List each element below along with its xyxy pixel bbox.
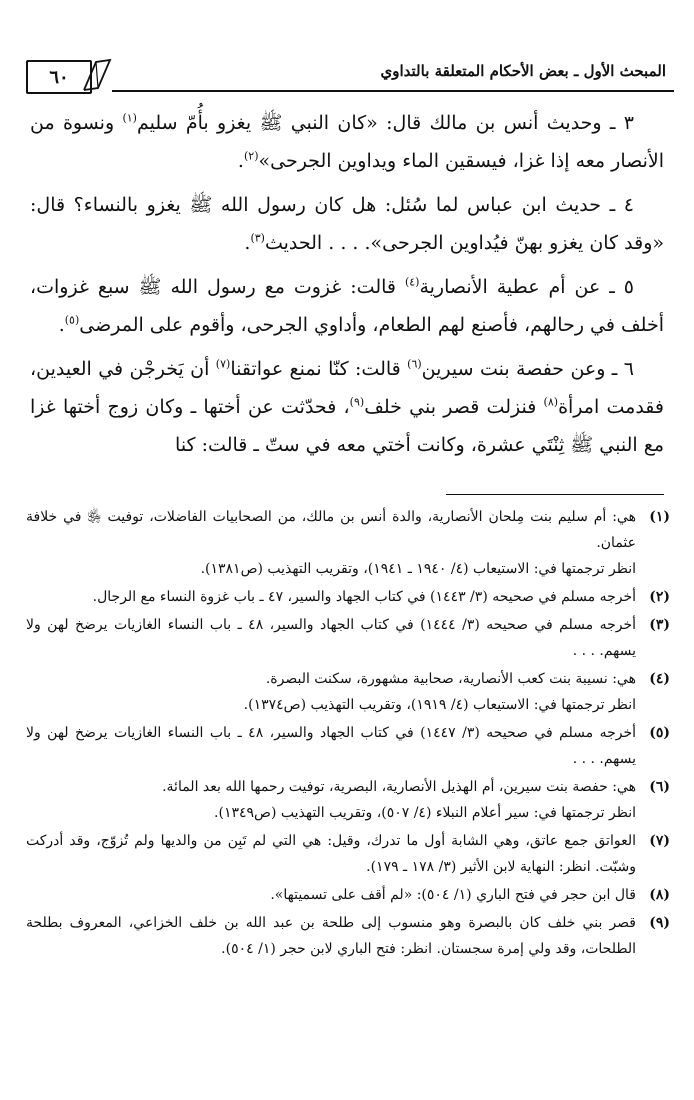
footnote-number: (٢)	[649, 589, 670, 605]
footnote-7	[26, 828, 670, 880]
footnote-ref-3[interactable]: (٣)	[250, 231, 265, 245]
footnote-2	[26, 584, 670, 610]
footnote-text: العواتق جمع عاتق، وهي الشابة أول ما تدرك، وقيل: هي التي لم تَبِن من والديها ولم تُزوّج، وقد أدركت وشبّت. انظر: النهاية لابن الأثير (٣/ ١٧٨ ـ ١٧٩).	[26, 833, 636, 875]
footnote-text: أخرجه مسلم في صحيحه (٣/ ١٤٤٧) في كتاب الجهاد والسير، ٤٨ ـ باب النساء الغازيات يرضخ لهن ولا يسهم. . . .	[26, 725, 636, 767]
paragraph-6	[30, 350, 664, 464]
footnote-ref-6[interactable]: (٦)	[407, 357, 422, 371]
footnote-text: انظر ترجمتها في: الاستيعاب (٤/ ١٩١٩)، وتقريب التهذيب (ص١٣٧٤).	[243, 697, 636, 713]
paragraph-5-text-cont: قالت: غزوت مع رسول الله ﷺ سبع غزوات، أخلف في رحالهم، فأصنع لهم الطعام، وأداوي الجرحى، وأقوم على المرضى	[30, 276, 664, 336]
footnote-1	[26, 504, 670, 582]
paragraph-6-text: ٦ ـ وعن حفصة بنت سيرين	[421, 358, 634, 380]
footnote-text: هي: نسيبة بنت كعب الأنصارية، صحابية مشهورة، سكنت البصرة.	[265, 671, 636, 687]
footnote-number: (١)	[649, 509, 670, 525]
paragraph-6-text-c: أن يَخرجْن في العيدين، فقدمت امرأة	[30, 358, 664, 418]
footnote-4	[26, 666, 670, 718]
running-header	[20, 52, 674, 94]
main-text	[30, 104, 664, 470]
footnote-number: (٥)	[649, 725, 670, 741]
footnote-3	[26, 612, 670, 664]
footnote-text: انظر ترجمتها في: الاستيعاب (٤/ ١٩٤٠ ـ ١٩٤١)، وتقريب التهذيب (ص١٣٨١).	[200, 561, 636, 577]
footnote-ref-7[interactable]: (٧)	[215, 357, 231, 371]
footnote-ref-4[interactable]: (٤)	[404, 275, 420, 289]
footnote-text: هي: أم سليم بنت مِلحان الأنصارية، والدة أنس بن مالك، من الصحابيات الفاضلات، توفيت ﵂ في خلافة عثمان.	[26, 509, 636, 551]
paragraph-6-text-e: ، فحدّثت عن أختها ـ وكان زوج أختها غزا مع النبي ﷺ ثِنْتَي عشرة، وكانت أختي معه في ستّ ـ قالت: كنا	[30, 396, 664, 456]
footnote-6	[26, 774, 670, 826]
footnote-text: قصر بني خلف كان بالبصرة وهو منسوب إلى طلحة بن عبد الله بن خلف الخزاعي، المعروف بطلحة الطلحات، وقد ولي إمرة سجستان. انظر: فتح الباري لابن حجر (١/ ٥٠٤).	[26, 915, 636, 957]
footnote-number: (٦)	[649, 779, 670, 795]
page-number: ٦٠	[49, 66, 69, 88]
header-rule	[112, 90, 674, 92]
footnote-ref-9[interactable]: (٩)	[349, 395, 365, 409]
paragraph-4	[30, 186, 664, 262]
footnote-number: (٤)	[649, 671, 670, 687]
page-corner-ornament	[82, 56, 112, 92]
paragraph-5	[30, 268, 664, 344]
paragraph-5-end: .	[58, 314, 65, 336]
footnote-separator	[446, 494, 664, 495]
footnote-number: (٨)	[649, 887, 670, 903]
footnote-text: أخرجه مسلم في صحيحه (٣/ ١٤٤٤) في كتاب الجهاد والسير، ٤٨ ـ باب النساء الغازيات يرضخ لهن ولا يسهم. . . .	[26, 617, 636, 659]
footnote-ref-1[interactable]: (١)	[122, 111, 137, 125]
footnotes	[26, 504, 670, 964]
footnote-text: هي: حفصة بنت سيرين، أم الهذيل الأنصارية، البصرية، توفيت رحمها الله بعد المائة.	[162, 779, 636, 795]
paragraph-4-end: .	[244, 232, 251, 254]
footnote-number: (٩)	[649, 915, 670, 931]
paragraph-3-text: ٣ ـ وحديث أنس بن مالك قال: «كان النبي ﷺ يغزو بأُمّ سليم	[136, 112, 634, 134]
paragraph-4-text: ٤ ـ حديث ابن عباس لما سُئل: هل كان رسول الله ﷺ يغزو بالنساء؟ قال: «وقد كان يغزو بهنّ فيُداوين الجرحى». . . . الحديث	[30, 194, 664, 254]
chapter-title: المبحث الأول ـ بعض الأحكام المتعلقة بالتداوي	[380, 62, 666, 80]
paragraph-3-text-cont: ونسوة من الأنصار معه إذا غزا، فيسقين الماء ويداوين الجرحى»	[30, 112, 664, 172]
footnote-ref-8[interactable]: (٨)	[543, 395, 559, 409]
footnote-number: (٧)	[649, 833, 670, 849]
paragraph-5-text: ٥ ـ عن أم عطية الأنصارية	[419, 276, 634, 298]
footnote-text: انظر ترجمتها في: سير أعلام النبلاء (٤/ ٥٠٧)، وتقريب التهذيب (ص١٣٤٩).	[214, 805, 636, 821]
paragraph-3	[30, 104, 664, 180]
footnote-ref-2[interactable]: (٢)	[243, 149, 259, 163]
paragraph-6-text-d: فنزلت قصر بني خلف	[364, 396, 544, 418]
footnote-ref-5[interactable]: (٥)	[64, 313, 80, 327]
footnote-text: قال ابن حجر في فتح الباري (١/ ٥٠٤): «لم أقف على تسميتها».	[270, 887, 636, 903]
paragraph-3-end: .	[237, 150, 244, 172]
paragraph-6-text-b: قالت: كنّا نمنع عواتقنا	[230, 358, 408, 380]
footnote-text: أخرجه مسلم في صحيحه (٣/ ١٤٤٣) في كتاب الجهاد والسير، ٤٧ ـ باب غزوة النساء مع الرجال.	[92, 589, 636, 605]
footnote-8	[26, 882, 670, 908]
footnote-number: (٣)	[649, 617, 670, 633]
footnote-5	[26, 720, 670, 772]
footnote-9	[26, 910, 670, 962]
